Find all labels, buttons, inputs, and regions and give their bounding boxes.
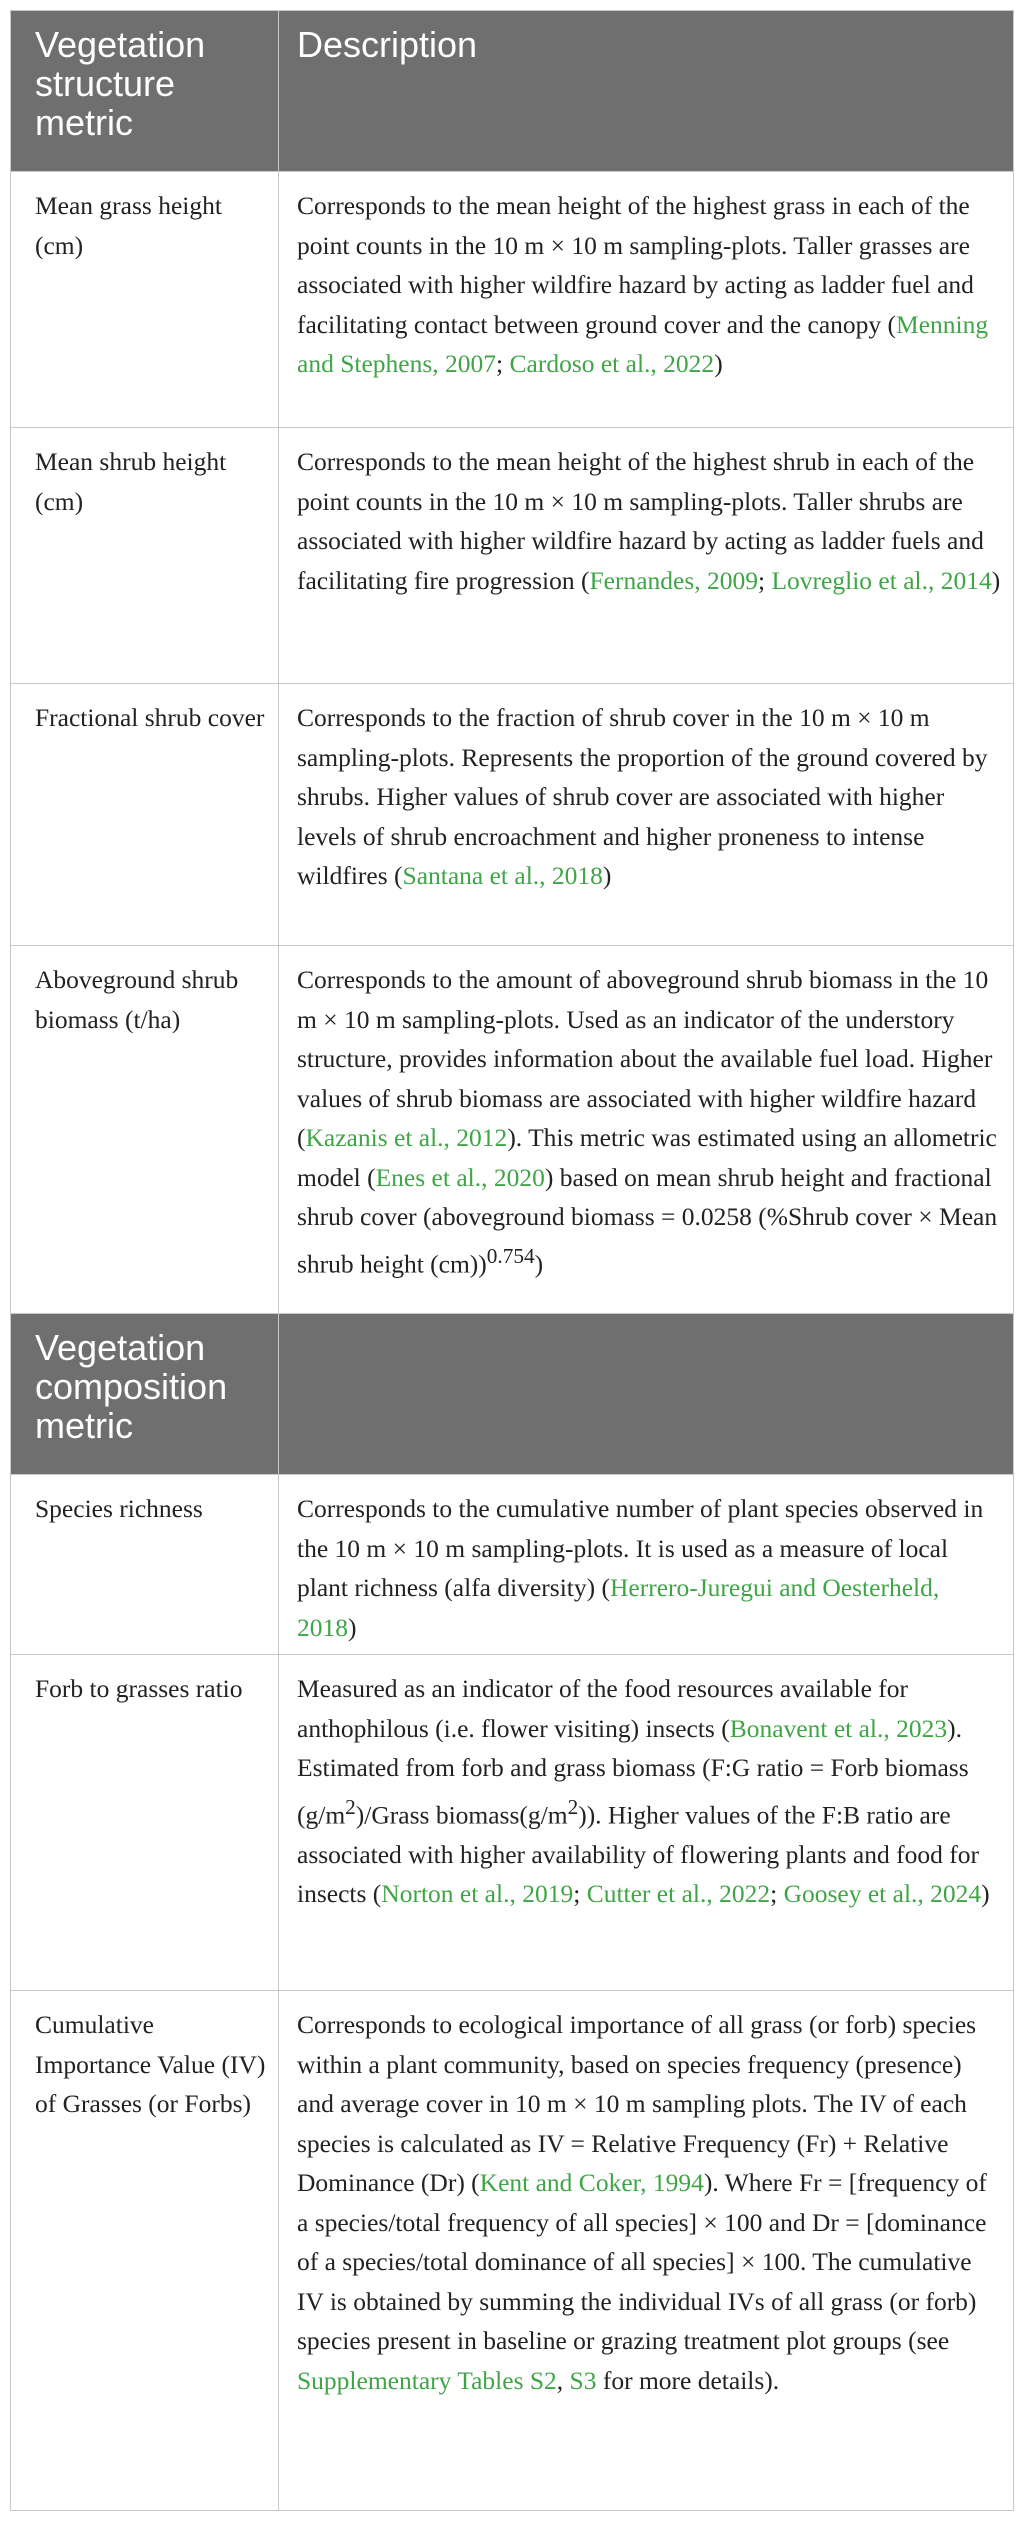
citation-link[interactable]: Supplementary Tables S2 [297,2365,557,2395]
metric-cell: Forb to grasses ratio [11,1655,279,1990]
structure-header-row [11,11,1013,172]
citation-link[interactable]: Cutter et al., 2022 [586,1879,771,1908]
citation-link[interactable]: S3 [569,2365,597,2395]
metrics-table [10,10,1014,2511]
description-cell: Corresponds to the mean height of the highest grass in each of the point counts in the 10 m × 10 m sampling-plots. Taller grasses are associated with higher wildfire hazard by acting as ladder fuel and facilitating contact between ground cover and the canopy (Menning and Stephens, 2007; Cardoso et al., 2022) [297,191,989,378]
citation-link[interactable]: Menning and Stephens, 2007 [297,309,989,378]
metric-cell: Species richness [11,1475,279,1654]
table-row [11,172,1013,428]
citation-link[interactable]: Bonavent et al., 2023 [729,1713,948,1743]
metric-cell: Aboveground shrub biomass (t/ha) [11,946,279,1313]
citation-link[interactable]: Herrero-Juregui and Oesterheld, 2018 [297,1573,940,1642]
metric-cell: Fractional shrub cover [11,684,279,945]
description-cell: Corresponds to the amount of aboveground shrub biomass in the 10 m × 10 m sampling-plots. Used as an indicator of the understory structure, provides information about the available fuel load. Higher values of shrub biomass are associated with higher wildfire hazard (Kazanis et al., 2012). This metric was estimated using an allometric model (Enes et al., 2020) based on mean shrub height and fractional shrub cover (aboveground biomass = 0.0258 (%Shrub cover × Mean shrub height (cm))$^{0.754}$) [297,965,998,1278]
citation-link[interactable]: Norton et al., 2019 [381,1879,574,1908]
composition-description-header [279,1314,1013,1474]
citation-link[interactable]: Cardoso et al., 2022 [509,349,715,378]
description-cell: Corresponds to the mean height of the highest shrub in each of the point counts in the 10 m × 10 m sampling-plots. Taller shrubs are associated with higher wildfire hazard by acting as ladder fuels and facilitating fire progression (Fernandes, 2009; Lovreglio et al., 2014) [297,447,1001,595]
metric-cell: Mean shrub height (cm) [11,428,279,683]
table-row [11,1655,1013,1991]
structure-metric-header: Vegetation structure metric [11,11,279,171]
metric-cell: Mean grass height (cm) [11,172,279,427]
table-row [11,684,1013,946]
description-cell: Corresponds to ecological importance of all grass (or forb) species within a plant community, based on species frequency (presence) and average cover in 10 m × 10 m sampling plots. The IV of each species is calculated as IV = Relative Frequency (Fr) + Relative Dominance (Dr) (Kent and Coker, 1994). Where Fr = [frequency of a species/total frequency of all species] × 100 and Dr = [dominance of a species/total dominance of all species] × 100. The cumulative IV is obtained by summing the individual IVs of all grass (or forb) species present in baseline or grazing treatment plot groups (see Supplementary Tables S2, S3 for more details). [297,2010,987,2395]
citation-link[interactable]: Kent and Coker, 1994 [479,2168,704,2197]
composition-header-row [11,1314,1013,1475]
description-cell: Measured as an indicator of the food resources available for anthophilous (i.e. flower visiting) insects (Bonavent et al., 2023). Estimated from forb and grass biomass (F:G ratio = Forb biomass $(g/m^2)$/Grass $biomass(g/m^2)$). Higher values of the F:B ratio are associated with higher availability of flowering plants and food for insects (Norton et al., 2019; Cutter et al., 2022; Goosey et al., 2024) [297,1674,990,1908]
table-row [11,1991,1013,2510]
citation-link[interactable]: Goosey et al., 2024 [783,1879,982,1908]
citation-link[interactable]: Enes et al., 2020 [375,1162,545,1192]
citation-link[interactable]: Santana et al., 2018 [402,861,603,890]
description-cell: Corresponds to the fraction of shrub cover in the 10 m × 10 m sampling-plots. Represents the proportion of the ground covered by shrubs. Higher values of shrub cover are associated with higher levels of shrub encroachment and higher proneness to intense wildfires (Santana et al., 2018) [297,703,988,890]
citation-link[interactable]: Kazanis et al., 2012 [305,1123,508,1152]
table-row [11,428,1013,684]
description-header: Description [297,24,478,65]
composition-metric-header: Vegetation composition metric [11,1314,279,1474]
table-row [11,946,1013,1314]
citation-link[interactable]: Fernandes, 2009 [589,565,759,595]
citation-link[interactable]: Lovreglio et al., 2014 [771,565,992,595]
description-cell: Corresponds to the cumulative number of plant species observed in the 10 m × 10 m sampling-plots. It is used as a measure of local plant richness (alfa diversity) (Herrero-Juregui and Oesterheld, 2018) [297,1494,984,1642]
table-row [11,1475,1013,1655]
metric-cell: Cumulative Importance Value (IV) of Grasses (or Forbs) [11,1991,279,2510]
